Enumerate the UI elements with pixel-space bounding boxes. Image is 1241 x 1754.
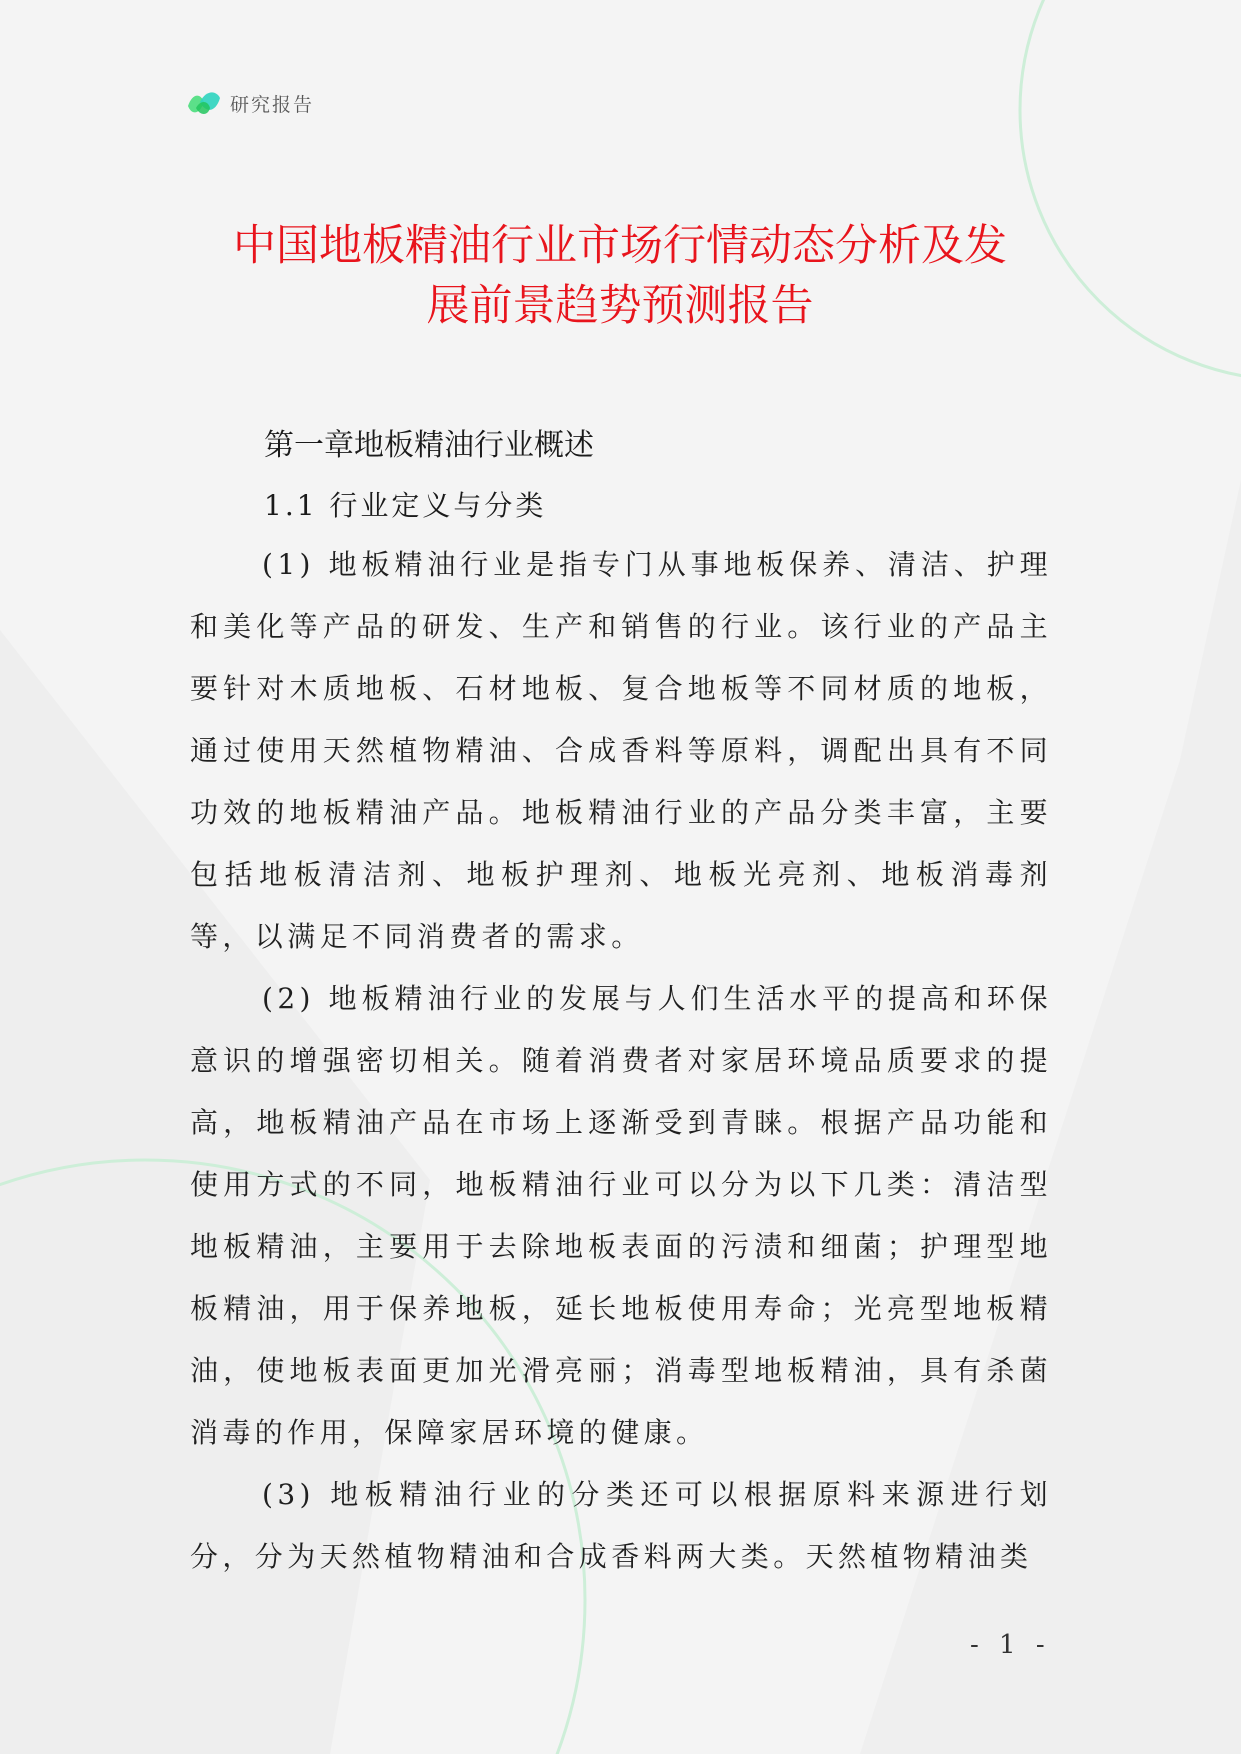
paragraph-1: (1) 地板精油行业是指专门从事地板保养、清洁、护理和美化等产品的研发、生产和销售的行业。该行业的产品主要针对木质地板、石材地板、复合地板等不同材质的地板，通过使用天然植物精油、合成香料等原料，调配出具有不同功效的地板精油产品。地板精油行业的产品分类丰富，主要包括地板清洁剂、地板护理剂、地板光亮剂、地板消毒剂等，以满足不同消费者的需求。: [190, 548, 1052, 953]
page-number: - 1 -: [970, 1630, 1051, 1660]
title-line-1: 中国地板精油行业市场行情动态分析及发: [233, 221, 1007, 271]
title-line-2: 展前景趋势预测报告: [426, 281, 814, 331]
paragraph-2: (2) 地板精油行业的发展与人们生活水平的提高和环保意识的增强密切相关。随着消费者对家居环境品质要求的提高，地板精油产品在市场上逐渐受到青睐。根据产品功能和使用方式的不同，地板精油行业可以分为以下几类：清洁型地板精油，主要用于去除地板表面的污渍和细菌；护理型地板精油，用于保养地板，延长地板使用寿命；光亮型地板精油，使地板表面更加光滑亮丽；消毒型地板精油，具有杀菌消毒的作用，保障家居环境的健康。: [190, 982, 1052, 1449]
section-heading: 1.1 行业定义与分类: [264, 489, 547, 522]
body-text: [190, 534, 1052, 1588]
document-title: [150, 216, 1090, 336]
header-brand: [186, 88, 314, 118]
chapter-heading: 第一章地板精油行业概述: [264, 428, 594, 463]
leaf-logo-icon: [186, 88, 222, 118]
brand-label: 研究报告: [230, 93, 315, 116]
paragraph-3: (3) 地板精油行业的分类还可以根据原料来源进行划分，分为天然植物精油和合成香料两大类。天然植物精油类: [190, 1478, 1052, 1573]
